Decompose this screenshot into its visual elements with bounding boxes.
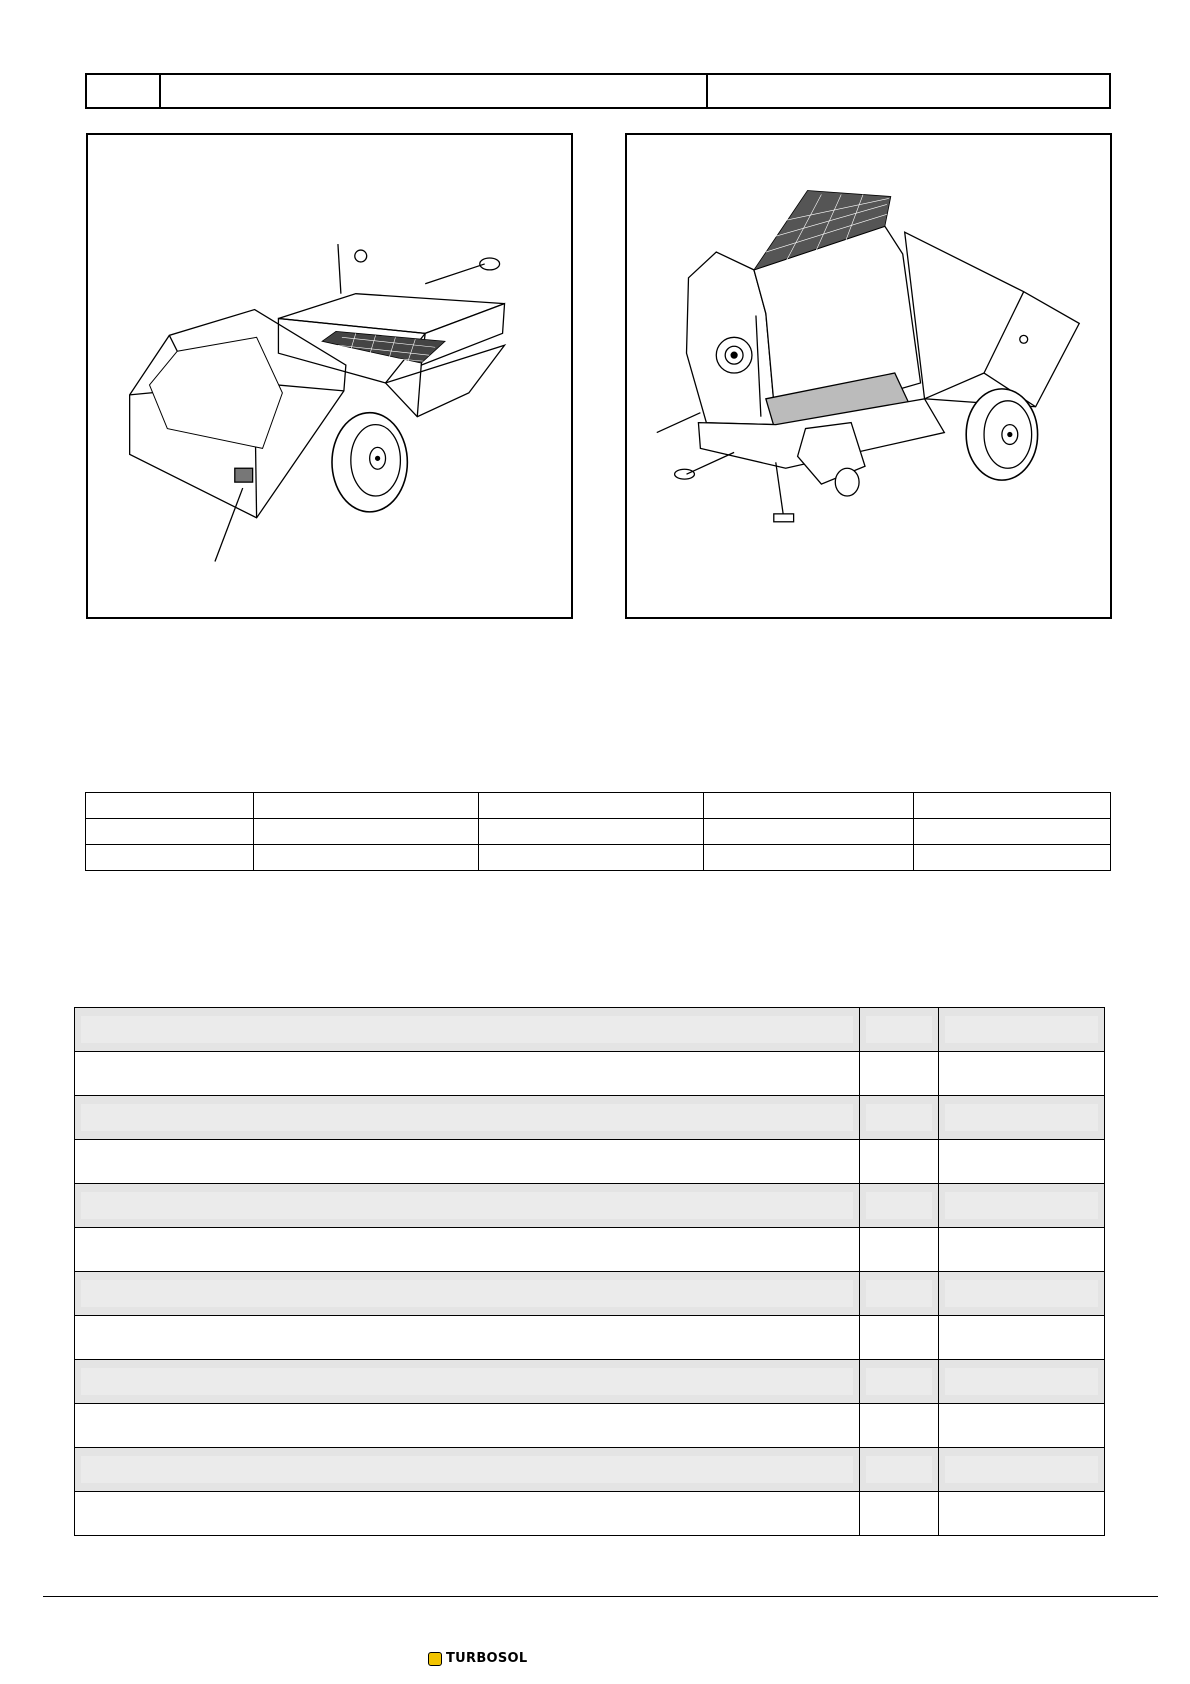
table-row [75, 1140, 1105, 1184]
table-cell [860, 1140, 939, 1184]
table-cell [939, 1228, 1105, 1272]
table-cell [75, 1008, 860, 1052]
table-cell [86, 845, 254, 871]
header-cell [160, 74, 707, 108]
table-cell [254, 845, 479, 871]
table-cell [75, 1052, 860, 1096]
table-cell [254, 793, 479, 819]
table-row [86, 845, 1111, 871]
figure-left [86, 133, 573, 619]
table-cell [86, 793, 254, 819]
header-table [85, 73, 1111, 109]
table-cell [704, 793, 914, 819]
table-row [75, 1492, 1105, 1536]
table-row [86, 793, 1111, 819]
table-cell [75, 1404, 860, 1448]
header-row [86, 74, 1110, 108]
table-row [75, 1316, 1105, 1360]
table-row [75, 1272, 1105, 1316]
table-cell [75, 1492, 860, 1536]
table-cell [914, 793, 1111, 819]
table-row [75, 1184, 1105, 1228]
figure-right [625, 133, 1112, 619]
table-cell [860, 1404, 939, 1448]
logo-icon [428, 1652, 442, 1666]
table-cell [939, 1096, 1105, 1140]
table-row [86, 819, 1111, 845]
table-row [75, 1404, 1105, 1448]
table-cell [939, 1052, 1105, 1096]
table-row [75, 1360, 1105, 1404]
table-cell [860, 1008, 939, 1052]
table-cell [860, 1184, 939, 1228]
table-cell [939, 1492, 1105, 1536]
table-row [75, 1096, 1105, 1140]
table-cell [704, 845, 914, 871]
brand-logo [428, 1651, 528, 1666]
table-row [75, 1228, 1105, 1272]
table-cell [860, 1272, 939, 1316]
machine-mixer-view-drawing [627, 135, 1110, 617]
table-cell [75, 1096, 860, 1140]
table-cell [254, 819, 479, 845]
table-cell [939, 1184, 1105, 1228]
table-cell [479, 819, 704, 845]
brand-name: TURBOSOL [446, 1651, 528, 1666]
table-cell [939, 1316, 1105, 1360]
table-cell [860, 1228, 939, 1272]
table-cell [914, 845, 1111, 871]
table-cell [860, 1492, 939, 1536]
table-cell [939, 1448, 1105, 1492]
table-row [75, 1052, 1105, 1096]
header-cell [86, 74, 160, 108]
table-cell [860, 1052, 939, 1096]
parts-list-table [74, 1007, 1105, 1536]
table-cell [75, 1272, 860, 1316]
table-cell [939, 1272, 1105, 1316]
table-cell [479, 793, 704, 819]
table-row [75, 1448, 1105, 1492]
table-cell [75, 1360, 860, 1404]
table-cell [939, 1140, 1105, 1184]
table-cell [75, 1228, 860, 1272]
table-cell [75, 1316, 860, 1360]
table-cell [939, 1008, 1105, 1052]
table-row [75, 1008, 1105, 1052]
footer-divider [43, 1596, 1158, 1597]
table-cell [704, 819, 914, 845]
table-cell [860, 1360, 939, 1404]
header-cell [707, 74, 1110, 108]
table-cell [860, 1316, 939, 1360]
table-cell [914, 819, 1111, 845]
table-cell [75, 1448, 860, 1492]
table-cell [939, 1360, 1105, 1404]
machine-side-view-drawing [88, 135, 571, 617]
table-cell [860, 1448, 939, 1492]
table-cell [75, 1140, 860, 1184]
table-cell [860, 1096, 939, 1140]
table-cell [939, 1404, 1105, 1448]
table-cell [86, 819, 254, 845]
table-cell [75, 1184, 860, 1228]
spec-table [85, 792, 1111, 871]
table-cell [479, 845, 704, 871]
